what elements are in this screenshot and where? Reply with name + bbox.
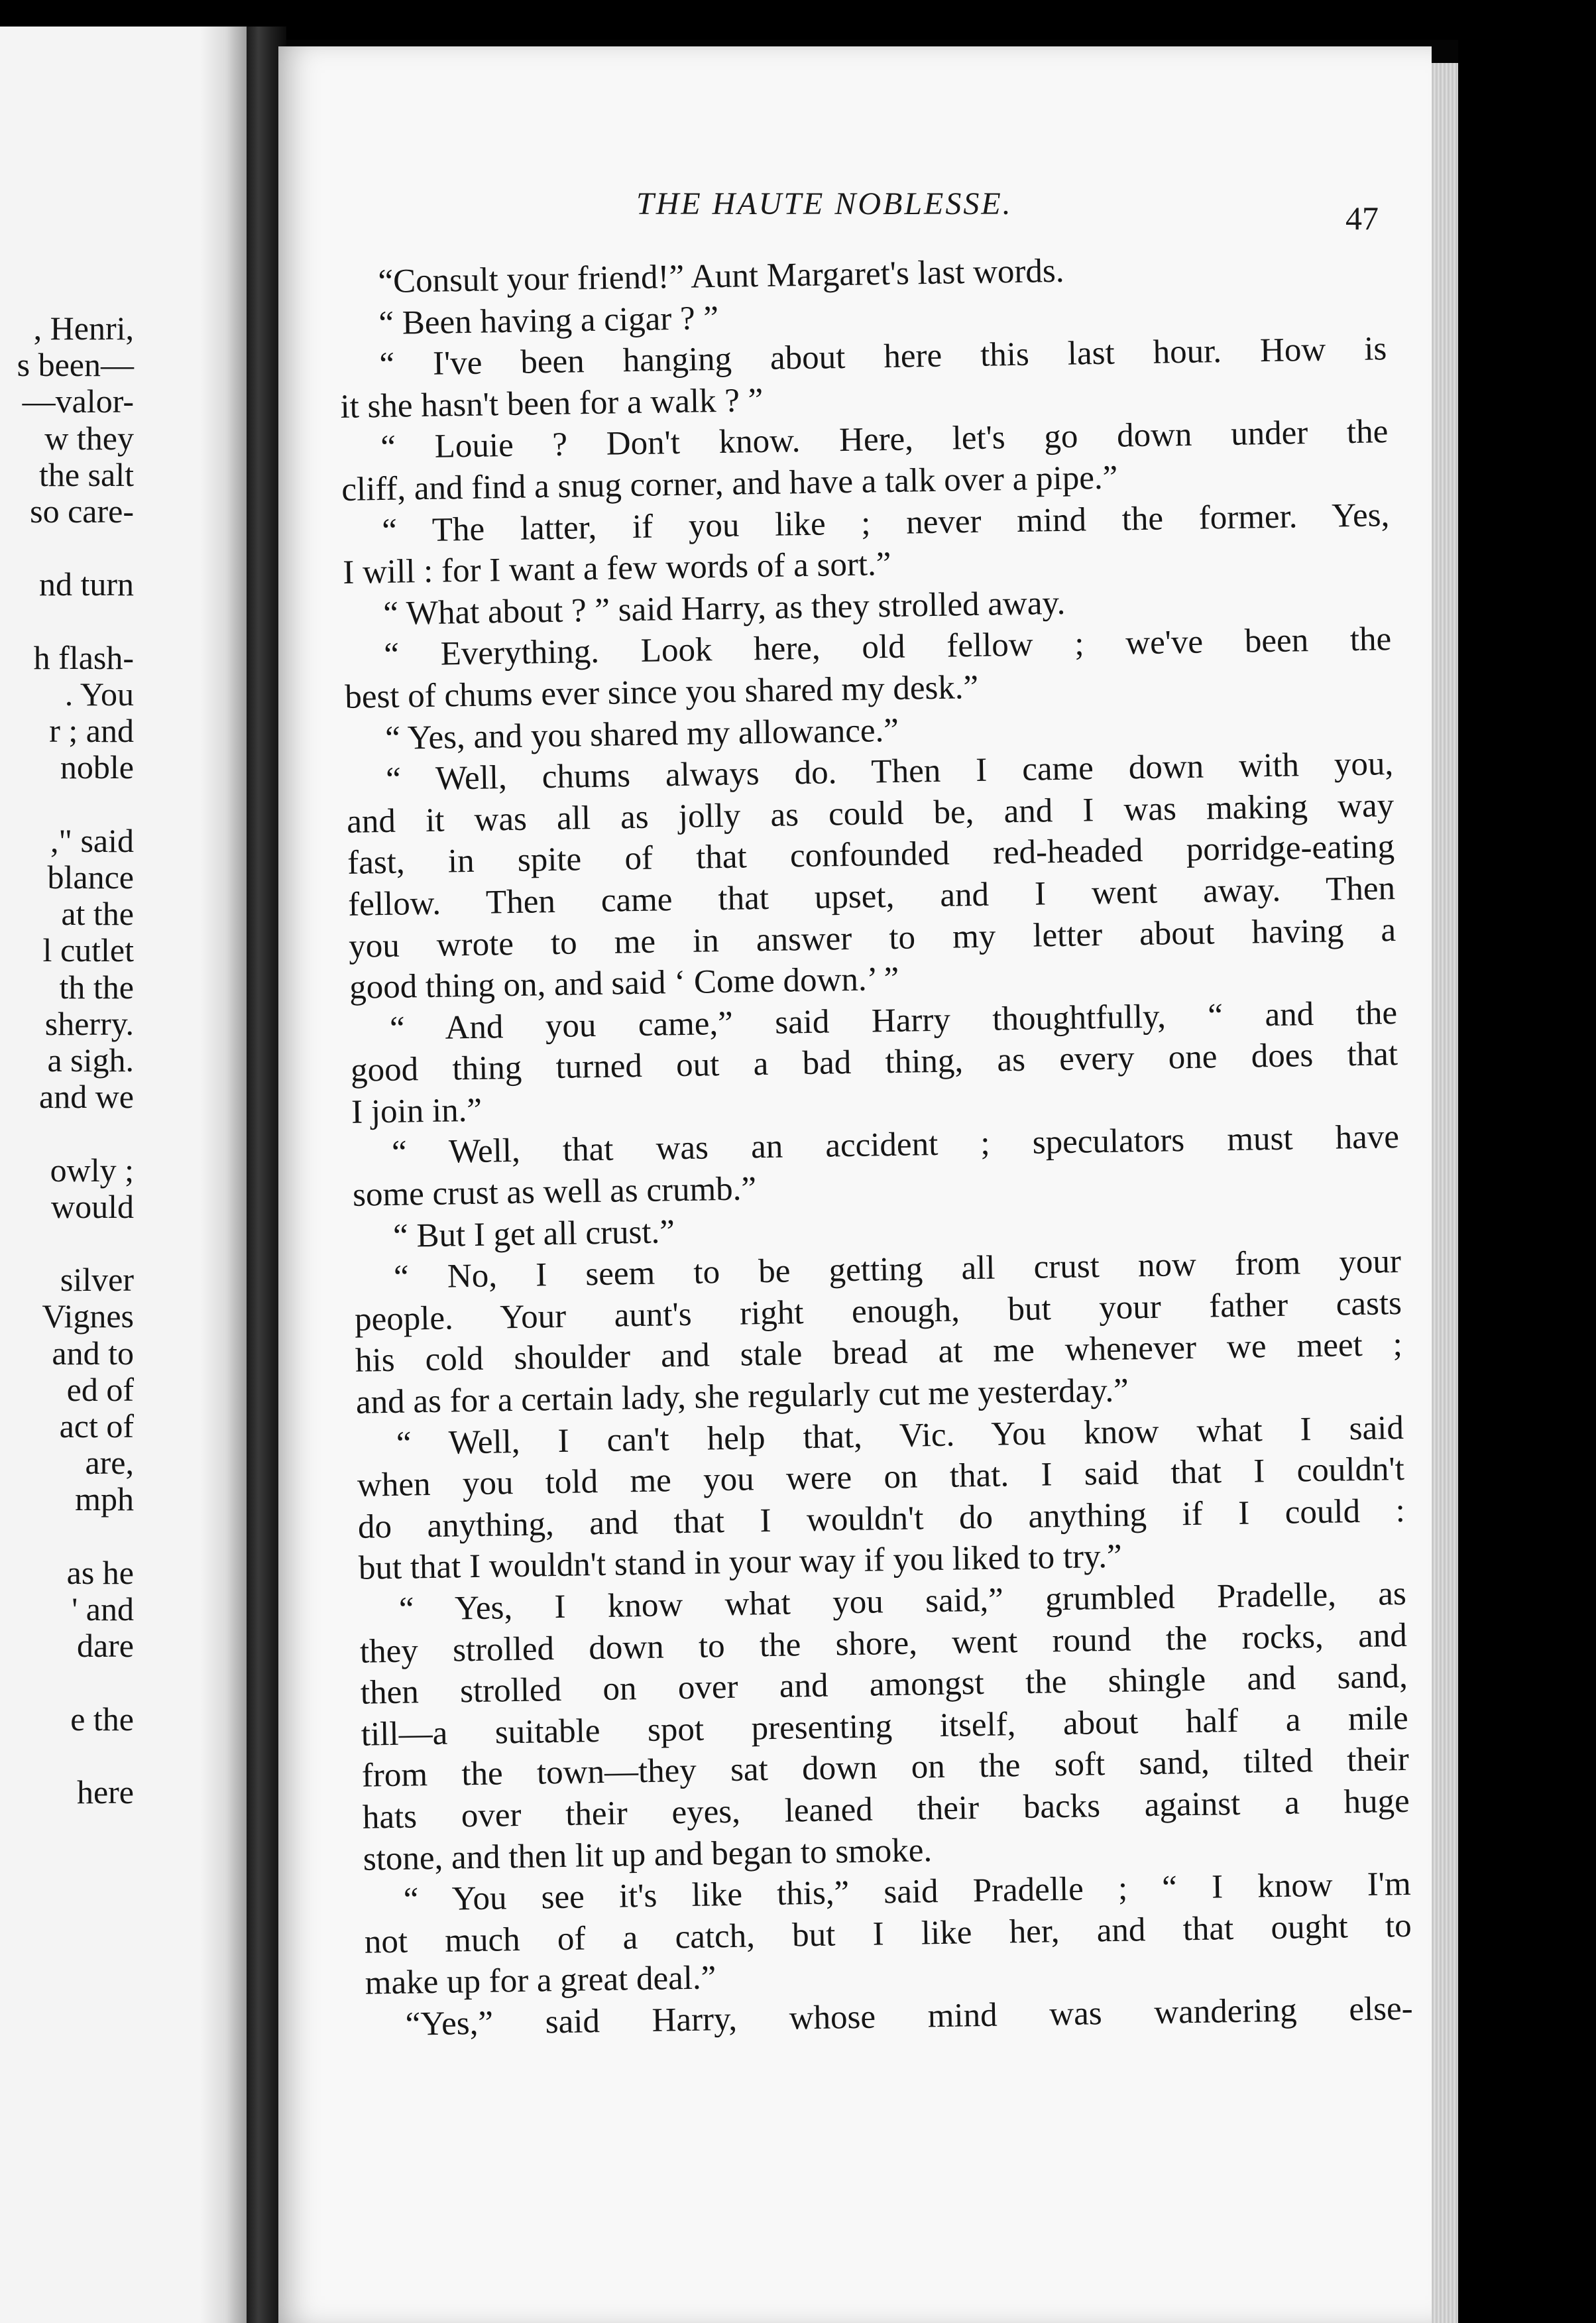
facing-page-line: a sigh. [47,1042,134,1079]
text-line: “ Been having a cigar ? ” [378,299,719,342]
text-line: “ Well, I can't help that, Vic. You know what I said [396,1409,1404,1462]
facing-page-line: ," said [50,821,134,859]
text-line: and it was all as jolly as could be, and I was making way [346,786,1395,841]
facing-page-line: and to [52,1334,134,1372]
text-line: make up for a great deal.” [365,1959,716,2003]
page-edges [1432,63,1458,2323]
text-line: it she hasn't been for a walk ? ” [339,381,764,426]
text-line: good thing turned out a bad thing, as every one does that [350,1036,1398,1090]
facing-page-line: silver [60,1261,134,1299]
facing-page-line: sherry. [44,1004,134,1042]
text-line: stone, and then lit up and began to smoke. [363,1831,933,1878]
text-line: “ No, I seem to be getting all crust now from your [393,1243,1402,1297]
facing-page-line: . You [64,676,134,713]
facing-page-line: at the [61,895,134,933]
facing-page-line: here [76,1773,134,1811]
text-line: and as for a certain lady, she regularly cut me yesterday.” [355,1372,1129,1421]
facing-page-line: , Henri, [33,310,134,347]
facing-page-line: nd turn [38,566,134,603]
facing-page-line: so care- [30,493,134,530]
text-line: good thing on, and said ‘ Come down.’ ” [349,960,899,1006]
text-line: “ The latter, if you like ; never mind the former. Yes, [381,496,1390,550]
facing-page-line: would [51,1187,134,1225]
scan-right-border [1458,0,1596,2323]
facing-page-line: s been— [17,346,134,384]
text-line: I will : for I want a few words of a sort.” [342,546,891,592]
text-line: “ Well, that was an accident ; speculators must have [391,1118,1400,1172]
gutter-shadow [200,27,247,2323]
text-line: hats over their eyes, leaned their backs against a huge [362,1782,1410,1836]
facing-page-line: owly ; [50,1151,134,1189]
text-line: not much of a catch, but I like her, and that ought to [364,1907,1412,1961]
text-line: some crust as well as crumb.” [352,1170,757,1214]
running-title: THE HAUTE NOBLESSE. [636,186,1013,221]
facing-page-line: e the [70,1700,134,1738]
facing-page-line: r ; and [49,712,134,750]
text-line: “ But I get all crust.” [392,1213,675,1255]
facing-page-line: ed of [66,1370,134,1408]
text-line: “Yes,” said Harry, whose mind was wandering else- [405,1990,1414,2043]
text-line: best of chums ever since you shared my desk.” [344,668,979,716]
facing-page-line: as he [66,1553,134,1591]
facing-page-line: ' and [72,1590,134,1628]
facing-page-line: h flash- [33,638,134,676]
facing-page-line: mph [75,1480,134,1518]
text-line: but that I wouldn't stand in your way if you liked to try.” [358,1538,1123,1588]
text-line: “Consult your friend!” Aunt Margaret's last words. [378,252,1064,301]
text-line: “ Well, chums always do. Then I came down with you, [385,745,1394,799]
text-line: you wrote to me in answer to my letter about having a [348,911,1396,965]
text-line: when you told me you were on that. I said that I couldn't [357,1451,1405,1504]
facing-page-line: dare [76,1627,134,1665]
page-number: 47 [1345,200,1379,237]
facing-page-line: th the [59,968,134,1006]
text-line: fast, in spite of that confounded red-headed porridge-eating [347,828,1395,882]
text-line: cliff, and find a snug corner, and have a talk over a pipe.” [341,459,1118,508]
facing-page-line: the salt [38,455,134,493]
body-text [338,245,1413,2046]
text-line: “ And you came,” said Harry thoughtfully, “ and the [389,994,1398,1047]
facing-page-line: noble [60,748,134,786]
text-line: do anything, and that I wouldn't do anything if I could : [357,1492,1406,1546]
facing-page-line: and we [39,1078,134,1116]
text-line: his cold shoulder and stale bread at me whenever we meet ; [355,1326,1403,1380]
text-line: then strolled on over and amongst the shingle and sand, [360,1658,1408,1712]
text-line: from the town—they sat down on the soft sand, tilted their [361,1741,1410,1795]
text-line: “ You see it's like this,” said Pradelle ; “ I know I'm [403,1866,1412,1919]
text-line: till—a suitable spot presenting itself, about half a mile [361,1699,1409,1754]
text-line: “ What about ? ” said Harry, as they strolled away. [382,584,1066,632]
facing-page-line: w they [44,419,134,457]
text-line: “ Yes, I know what you said,” grumbled Pradelle, as [398,1575,1407,1628]
text-line: people. Your aunt's right enough, but your father casts [354,1284,1402,1339]
text-line: “ I've been hanging about here this last hour. How is [379,330,1387,384]
text-line: “ Everything. Look here, old fellow ; we've been the [383,621,1392,674]
facing-page-line: l cutlet [42,931,134,969]
text-line: they strolled down to the shore, went round the rocks, and [359,1616,1408,1671]
facing-page-line: are, [85,1444,134,1482]
facing-page-line: blance [47,859,134,896]
text-line: I join in.” [351,1091,483,1131]
text-line: “ Louie ? Don't know. Here, let's go down under the [380,413,1389,467]
facing-page-line: —valor- [22,383,134,420]
text-line: “ Yes, and you shared my allowance.” [384,711,899,757]
facing-page-line: Vignes [42,1297,134,1335]
text-line: fellow. Then came that upset, and I went away. Then [347,869,1396,923]
facing-page-left [0,27,247,2323]
facing-page-line: act of [59,1407,134,1445]
